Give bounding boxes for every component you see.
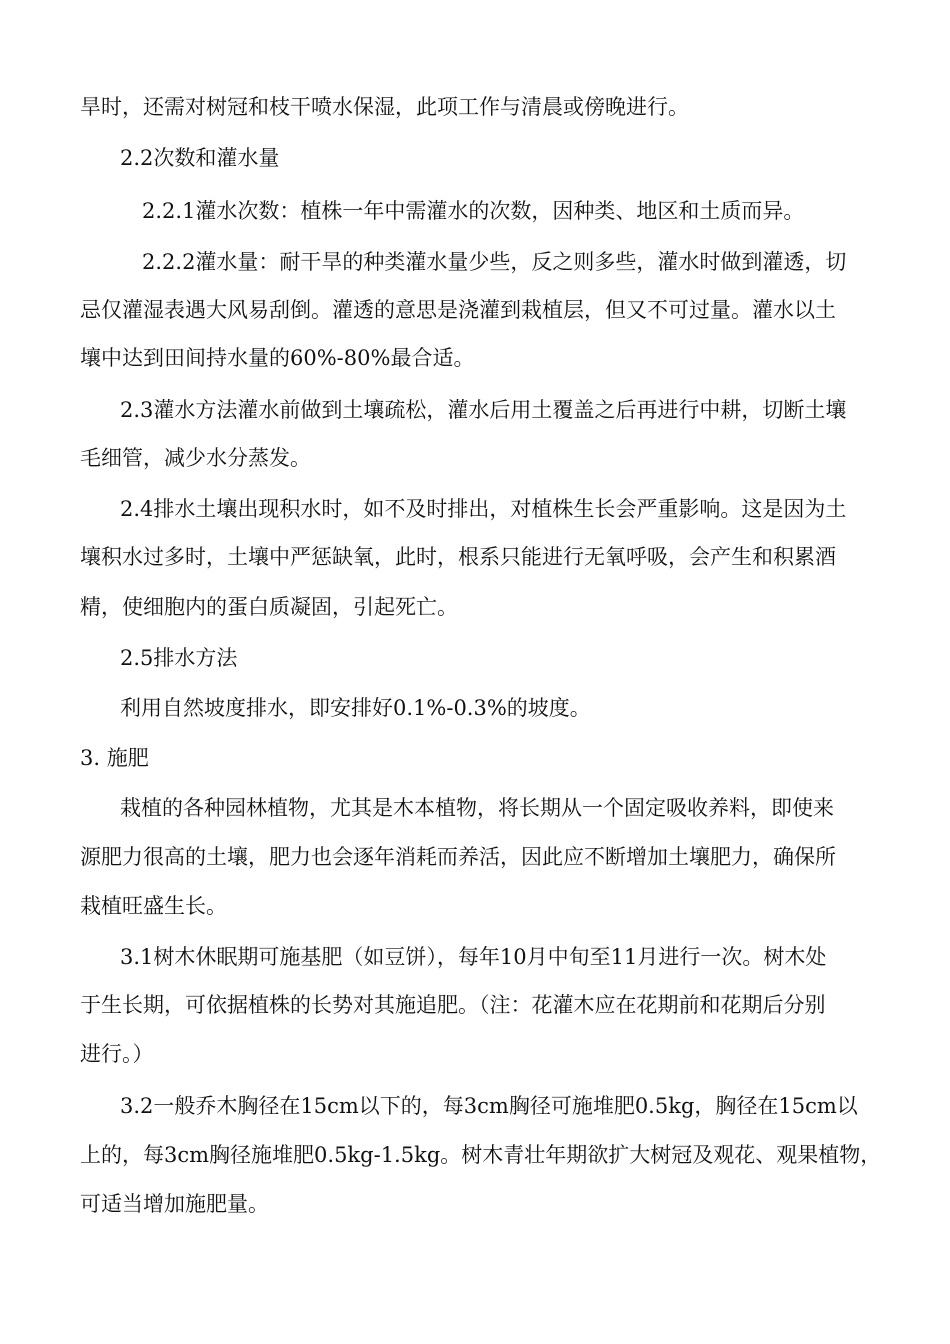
text-line: 于生长期，可依据植株的长势对其施追肥。（注：花灌木应在花期前和花期后分别 bbox=[80, 993, 826, 1017]
text-line: 壤积水过多时，土壤中严惩缺氧，此时，根系只能进行无氧呼吸，会产生和积累酒 bbox=[80, 545, 836, 569]
text-line: 2.4排水土壤出现积水时，如不及时排出，对植株生长会严重影响。这是因为土 bbox=[120, 497, 847, 521]
text-line: 栽植旺盛生长。 bbox=[80, 894, 227, 918]
text-line: 2.2.2灌水量：耐干旱的种类灌水量少些，反之则多些，灌水时做到灌透，切 bbox=[142, 250, 847, 274]
text-line: 2.2.1灌水次数：植株一年中需灌水的次数，因种类、地区和土质而异。 bbox=[142, 199, 805, 223]
text-line: 旱时，还需对树冠和枝干喷水保湿，此项工作与清晨或傍晚进行。 bbox=[80, 95, 689, 119]
section-heading-3: 3. 施肥 bbox=[80, 746, 149, 770]
text-line: 忌仅灌湿表遇大风易刮倒。灌透的意思是浇灌到栽植层，但又不可过量。灌水以土 bbox=[80, 298, 836, 322]
text-line: 利用自然坡度排水，即安排好0.1%-0.3%的坡度。 bbox=[120, 696, 591, 720]
text-line: 毛细管，减少水分蒸发。 bbox=[80, 446, 311, 470]
text-line: 进行。） bbox=[80, 1042, 154, 1066]
text-line: 可适当增加施肥量。 bbox=[80, 1192, 269, 1216]
text-line: 精，使细胞内的蛋白质凝固，引起死亡。 bbox=[80, 595, 458, 619]
section-heading-2-5: 2.5排水方法 bbox=[120, 646, 238, 670]
text-line: 上的，每3cm胸径施堆肥0.5kg-1.5kg。树木青壮年期欲扩大树冠及观花、观果植物， bbox=[80, 1143, 882, 1167]
text-line: 3.1树木休眠期可施基肥（如豆饼），每年10月中旬至11月进行一次。树木处 bbox=[120, 945, 827, 969]
text-line: 源肥力很高的土壤，肥力也会逐年消耗而养活，因此应不断增加土壤肥力，确保所 bbox=[80, 845, 836, 869]
text-line: 2.3灌水方法灌水前做到土壤疏松，灌水后用土覆盖之后再进行中耕，切断土壤 bbox=[120, 398, 847, 422]
text-line: 壤中达到田间持水量的60%-80%最合适。 bbox=[80, 346, 475, 370]
text-line: 栽植的各种园林植物，尤其是木本植物，将长期从一个固定吸收养料，即使来 bbox=[120, 796, 834, 820]
section-heading-2-2: 2.2次数和灌水量 bbox=[120, 146, 280, 170]
text-line: 3.2一般乔木胸径在15cm以下的，每3cm胸径可施堆肥0.5kg，胸径在15cm以 bbox=[120, 1094, 858, 1118]
